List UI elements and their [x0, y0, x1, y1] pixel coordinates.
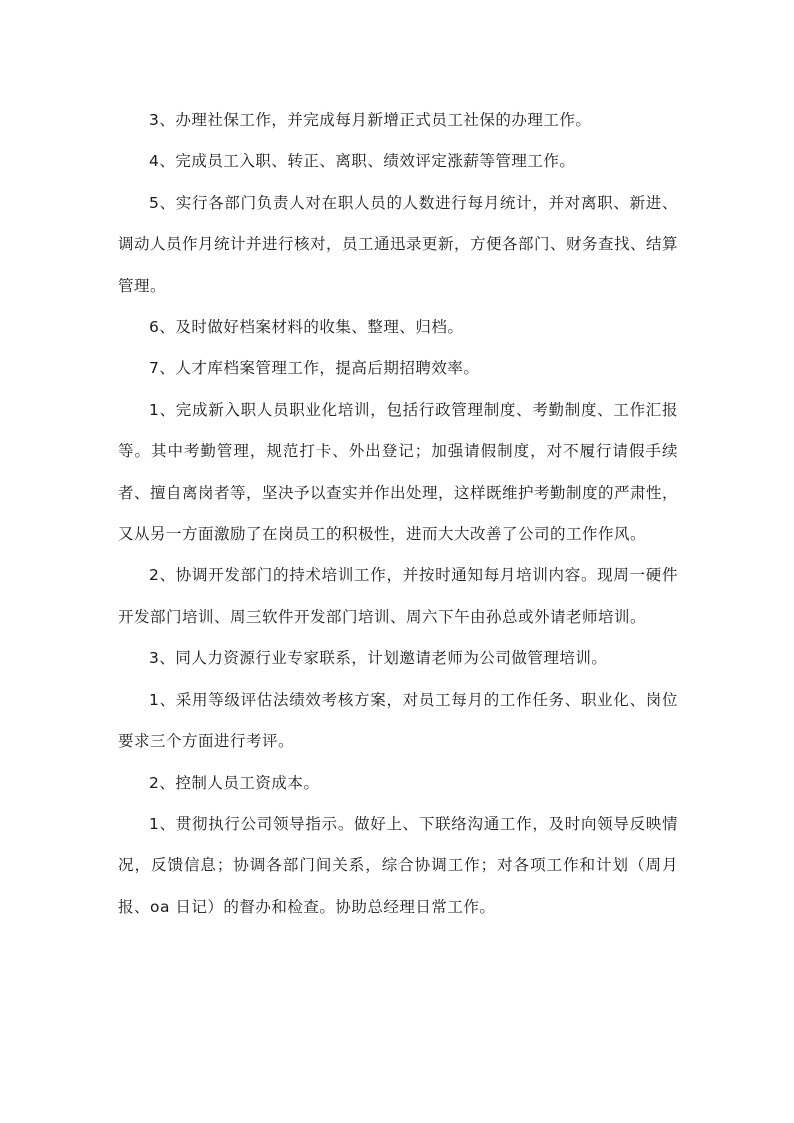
paragraph-tech-training: 2、协调开发部门的持术培训工作，并按时通知每月培训内容。现周一硬件开发部门培训、周三软件开发部门培训、周六下午由孙总或外请老师培训。 — [118, 566, 678, 626]
paragraph-hr-expert-contact: 3、同人力资源行业专家联系，计划邀请老师为公司做管理培训。 — [149, 649, 608, 668]
paragraph-performance-appraisal: 1、采用等级评估法绩效考核方案，对员工每月的工作任务、职业化、岗位要求三个方面进行考评。 — [118, 690, 678, 751]
paragraph-social-insurance: 3、办理社保工作，并完成每月新增正式员工社保的办理工作。 — [149, 111, 592, 129]
paragraph-employee-management: 4、完成员工入职、转正、离职、绩效评定涨薪等管理工作。 — [149, 152, 576, 171]
paragraph-archive-materials: 6、及时做好档案材料的收集、整理、归档。 — [149, 318, 464, 337]
document-body — [118, 100, 678, 928]
paragraph-leadership-directives: 1、贯彻执行公司领导指示。做好上、下联络沟通工作，及时向领导反映情况，反馈信息；协调各部门间关系，综合协调工作；对各项工作和计划（周月报、oa 日记）的督办和检查。协助总经理日常工作。 — [118, 814, 678, 916]
paragraph-new-hire-training: 1、完成新入职人员职业化培训，包括行政管理制度、考勤制度、工作汇报等。其中考勤管理，规范打卡、外出登记；加强请假制度，对不履行请假手续者、擅自离岗者等，坚决予以查实并作出处理，这样既维护考勤制度的严肃性，又从另一方面激励了在岗员工的积极性，进而大大改善了公司的工作作风。 — [118, 400, 679, 544]
paragraph-talent-pool: 7、人才库档案管理工作，提高后期招聘效率。 — [149, 359, 480, 378]
paragraph-headcount-statistics: 5、实行各部门负责人对在职人员的人数进行每月统计，并对离职、新进、调动人员作月统计并进行核对，员工通迅录更新，方便各部门、财务查找、结算管理。 — [118, 193, 679, 295]
paragraph-salary-cost: 2、控制人员工资成本。 — [149, 773, 320, 792]
